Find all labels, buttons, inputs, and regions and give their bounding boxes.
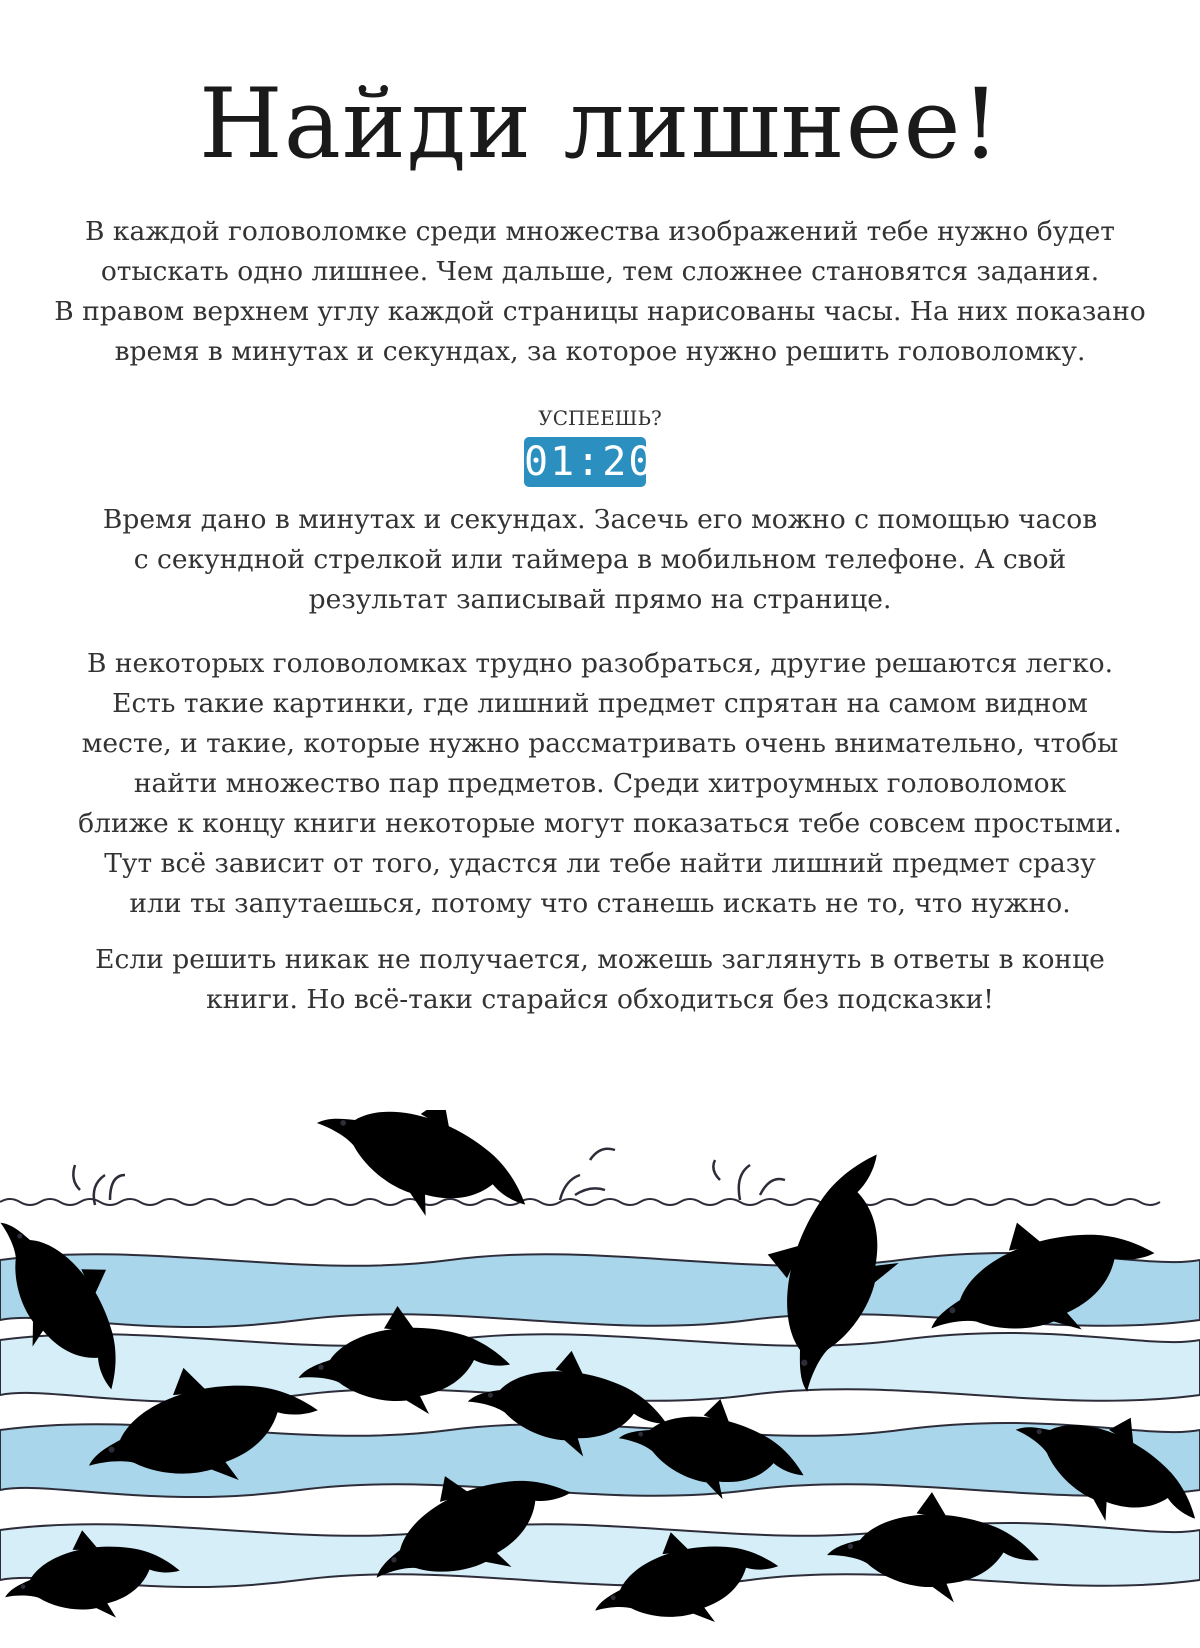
timer-display: 01:20	[524, 439, 655, 485]
text-line: В правом верхнем углу каждой страницы нарисованы часы. На них показано	[54, 296, 1146, 327]
text-line: отыскать одно лишнее. Чем дальше, тем сложнее становятся задания.	[100, 256, 1100, 287]
horizon-line	[0, 1199, 1160, 1205]
text-line: найти множество пар предметов. Среди хитроумных головоломок	[133, 768, 1067, 799]
text-line: В каждой головоломке среди множества изображений тебе нужно будет	[85, 216, 1115, 247]
time-paragraph	[30, 500, 1170, 620]
text-line: месте, и такие, которые нужно рассматривать очень внимательно, чтобы	[81, 728, 1119, 759]
dolphins-illustration	[0, 1110, 1200, 1648]
text-line: время в минутах и секундах, за которое нужно решить головоломку.	[114, 336, 1086, 367]
text-line: Если решить никак не получается, можешь заглянуть в ответы в конце	[95, 944, 1105, 975]
text-line: Тут всё зависит от того, удастся ли тебе найти лишний предмет сразу	[104, 848, 1096, 879]
text-line: Есть такие картинки, где лишний предмет спрятан на самом видном	[112, 688, 1088, 719]
dolphin-leaping	[301, 1110, 552, 1252]
text-line: или ты запутаешься, потому что станешь искать не то, что нужно.	[129, 888, 1071, 919]
text-line: ближе к концу книги некоторые могут показаться тебе совсем простыми.	[78, 808, 1122, 839]
text-line: В некоторых головоломках трудно разобраться, другие решаются легко.	[86, 648, 1114, 679]
text-line: с секундной стрелкой или таймера в мобильном телефоне. А свой	[133, 544, 1067, 575]
answers-paragraph	[30, 940, 1170, 1020]
text-line: результат записывай прямо на странице.	[308, 584, 892, 615]
timer-label: УСПЕЕШЬ?	[538, 406, 662, 430]
dolphin	[824, 1483, 1044, 1609]
intro-paragraph	[30, 212, 1170, 372]
text-line: книги. Но всё-таки старайся обходиться без подсказки!	[206, 984, 994, 1015]
puzzles-paragraph	[30, 644, 1170, 924]
text-line: Время дано в минутах и секундах. Засечь его можно с помощью часов	[102, 504, 1098, 535]
page-title: Найди лишнее!	[199, 68, 1001, 180]
